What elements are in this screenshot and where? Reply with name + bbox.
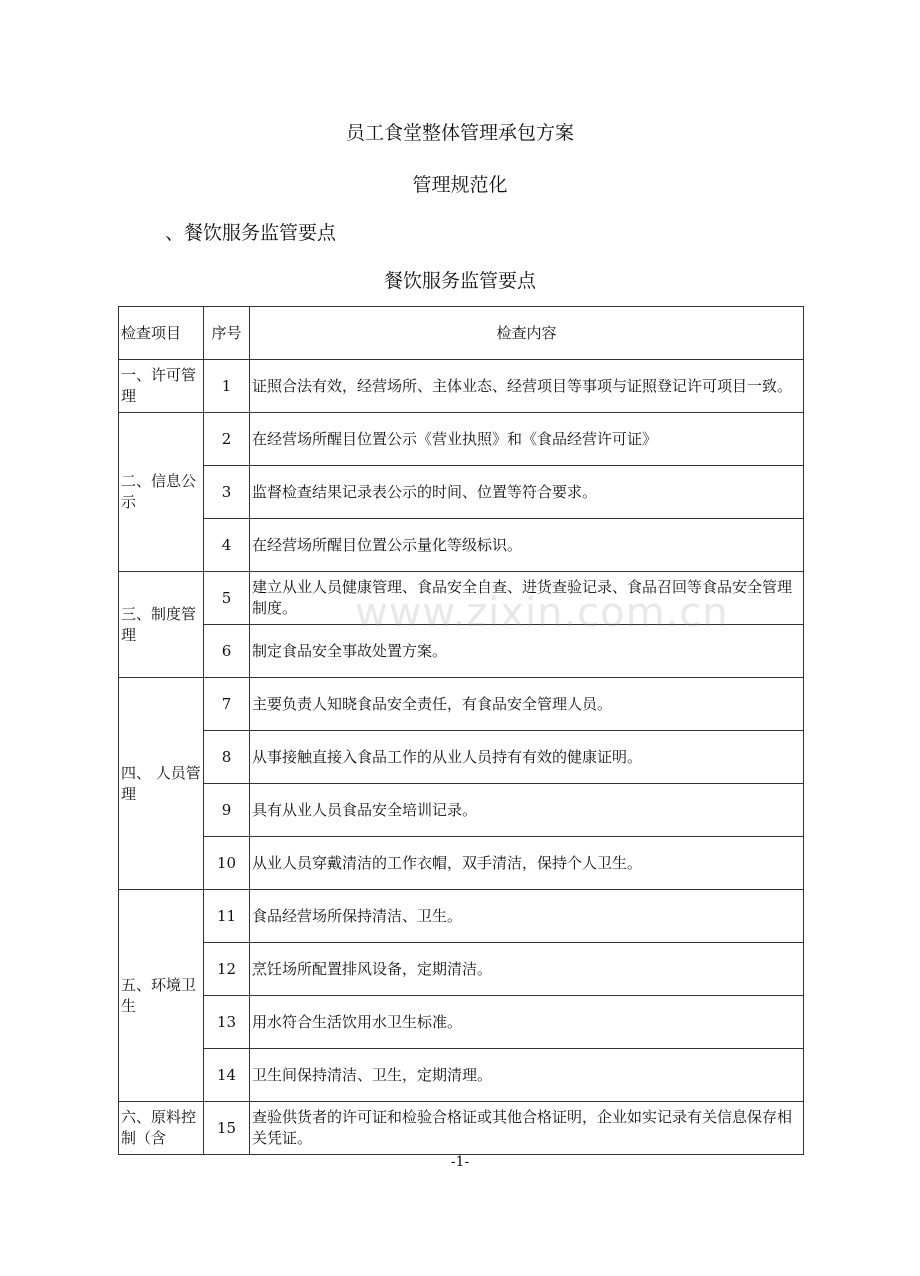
item-content: 具有从业人员食品安全培训记录。 bbox=[250, 784, 804, 837]
header-content: 检查内容 bbox=[250, 307, 804, 360]
item-content: 证照合法有效，经营场所、主体业态、经营项目等事项与证照登记许可项目一致。 bbox=[250, 360, 804, 413]
item-number: 2 bbox=[204, 413, 250, 466]
item-content: 在经营场所醒目位置公示《营业执照》和《食品经营许可证》 bbox=[250, 413, 804, 466]
table-row bbox=[119, 360, 804, 413]
item-content: 查验供货者的许可证和检验合格证或其他合格证明，企业如实记录有关信息保存相关凭证。 bbox=[250, 1102, 804, 1155]
category-cell: 一、许可管理 bbox=[119, 360, 204, 413]
table-row bbox=[119, 784, 804, 837]
table-row bbox=[119, 678, 804, 731]
table-row bbox=[119, 943, 804, 996]
category-cell: 四、 人员管理 bbox=[119, 678, 204, 890]
table-row bbox=[119, 890, 804, 943]
item-content: 用水符合生活饮用水卫生标准。 bbox=[250, 996, 804, 1049]
table-header-row bbox=[119, 307, 804, 360]
page-number: -1- bbox=[450, 1154, 470, 1170]
document-title: 员工食堂整体管理承包方案 bbox=[345, 122, 574, 144]
item-content: 卫生间保持清洁、卫生，定期清理。 bbox=[250, 1049, 804, 1102]
table-title: 餐饮服务监管要点 bbox=[383, 270, 536, 292]
table-row bbox=[119, 996, 804, 1049]
item-number: 13 bbox=[204, 996, 250, 1049]
item-content: 在经营场所醒目位置公示量化等级标识。 bbox=[250, 519, 804, 572]
table-row bbox=[119, 1102, 804, 1155]
table-row bbox=[119, 413, 804, 466]
document-subtitle: 管理规范化 bbox=[412, 174, 508, 196]
item-number: 10 bbox=[204, 837, 250, 890]
item-content: 烹饪场所配置排风设备，定期清洁。 bbox=[250, 943, 804, 996]
section-heading: 、餐饮服务监管要点 bbox=[165, 222, 337, 244]
item-number: 9 bbox=[204, 784, 250, 837]
table-row bbox=[119, 519, 804, 572]
item-number: 14 bbox=[204, 1049, 250, 1102]
header-number: 序号 bbox=[204, 307, 250, 360]
category-cell: 三、制度管理 bbox=[119, 572, 204, 678]
watermark: www.zixin.com.cn bbox=[355, 590, 729, 636]
item-number: 5 bbox=[204, 572, 250, 625]
inspection-table bbox=[118, 306, 804, 1155]
item-content: 食品经营场所保持清洁、卫生。 bbox=[250, 890, 804, 943]
item-number: 6 bbox=[204, 625, 250, 678]
item-content: 主要负责人知晓食品安全责任，有食品安全管理人员。 bbox=[250, 678, 804, 731]
category-cell: 二、信息公示 bbox=[119, 413, 204, 572]
header-category: 检查项目 bbox=[119, 307, 204, 360]
item-content: 从业人员穿戴清洁的工作衣帽，双手清洁，保持个人卫生。 bbox=[250, 837, 804, 890]
item-number: 4 bbox=[204, 519, 250, 572]
item-number: 3 bbox=[204, 466, 250, 519]
item-number: 12 bbox=[204, 943, 250, 996]
table-row bbox=[119, 625, 804, 678]
table-row bbox=[119, 466, 804, 519]
category-cell: 五、环境卫生 bbox=[119, 890, 204, 1102]
category-cell: 六、原料控制（含 bbox=[119, 1102, 204, 1155]
table-row bbox=[119, 1049, 804, 1102]
item-content: 监督检查结果记录表公示的时间、位置等符合要求。 bbox=[250, 466, 804, 519]
item-number: 7 bbox=[204, 678, 250, 731]
item-number: 1 bbox=[204, 360, 250, 413]
item-number: 11 bbox=[204, 890, 250, 943]
table-row bbox=[119, 731, 804, 784]
item-content: 从事接触直接入食品工作的从业人员持有有效的健康证明。 bbox=[250, 731, 804, 784]
item-content: 制定食品安全事故处置方案。 bbox=[250, 625, 804, 678]
item-number: 8 bbox=[204, 731, 250, 784]
table-row bbox=[119, 837, 804, 890]
table-row bbox=[119, 572, 804, 625]
item-content: 建立从业人员健康管理、食品安全自查、进货查验记录、食品召回等食品安全管理制度。 bbox=[250, 572, 804, 625]
item-number: 15 bbox=[204, 1102, 250, 1155]
